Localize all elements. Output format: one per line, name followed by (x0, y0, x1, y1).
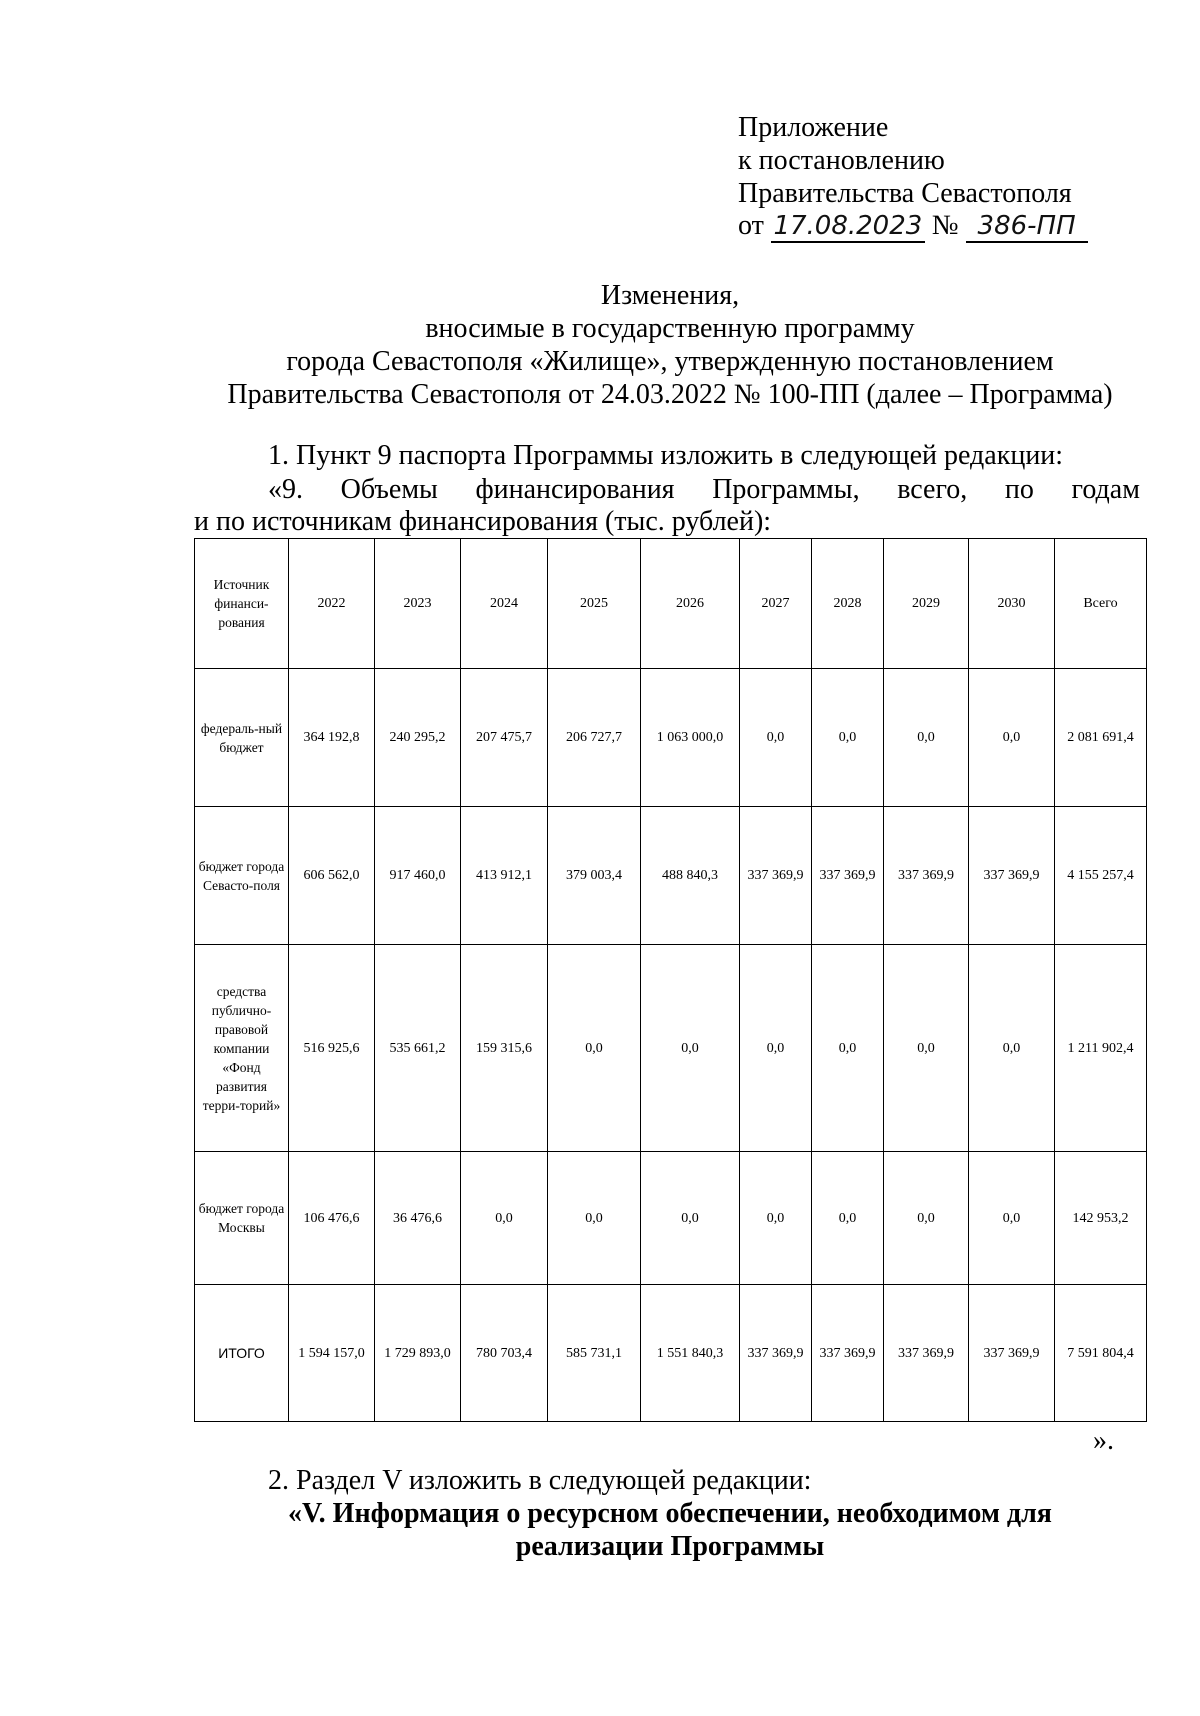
source-cell: федераль-ный бюджет (195, 669, 289, 807)
table-row (195, 1152, 1147, 1285)
table-row (195, 1285, 1147, 1422)
appendix-date-number (738, 210, 1088, 243)
total-cell: 2 081 691,4 (1055, 669, 1147, 807)
value-cell: 240 295,2 (375, 669, 461, 807)
table-row (195, 669, 1147, 807)
item1-quote-line (268, 474, 1140, 506)
appendix-ref: к постановлению (738, 145, 945, 176)
value-cell: 0,0 (969, 669, 1055, 807)
source-cell: бюджет города Севасто-поля (195, 807, 289, 945)
doc-title: Изменения, (600, 280, 740, 311)
total-cell: 7 591 804,4 (1055, 1285, 1147, 1422)
quote-word: финансирования (475, 474, 675, 505)
quote-word: Объемы (340, 474, 438, 505)
value-cell: 0,0 (641, 945, 740, 1152)
value-cell: 413 912,1 (461, 807, 548, 945)
quote-word: «9. (268, 474, 303, 505)
header-cell-total: Всего (1055, 539, 1147, 669)
value-cell: 337 369,9 (969, 807, 1055, 945)
value-cell: 337 369,9 (884, 1285, 969, 1422)
from-label: от (738, 210, 764, 241)
value-cell: 0,0 (812, 669, 884, 807)
item2-text: 2. Раздел V изложить в следующей редакции: (268, 1465, 812, 1496)
appendix-title: Приложение (738, 112, 889, 143)
quote-word: Программы, (712, 474, 860, 505)
source-cell: ИТОГО (195, 1285, 289, 1422)
value-cell: 106 476,6 (289, 1152, 375, 1285)
header-cell-year: 2026 (641, 539, 740, 669)
table-row (195, 807, 1147, 945)
value-cell: 0,0 (548, 945, 641, 1152)
value-cell: 780 703,4 (461, 1285, 548, 1422)
item1-quote-continuation: и по источникам финансирования (тыс. рублей): (194, 506, 772, 537)
value-cell: 0,0 (884, 669, 969, 807)
value-cell: 0,0 (740, 669, 812, 807)
value-cell: 0,0 (812, 1152, 884, 1285)
value-cell: 1 594 157,0 (289, 1285, 375, 1422)
number-sign: № (931, 210, 959, 241)
source-cell: средства публично-правовой компании «Фонд развития терри-торий» (195, 945, 289, 1152)
quote-word: годам (1071, 474, 1140, 505)
quote-word: всего, (897, 474, 968, 505)
doc-subtitle-3: Правительства Севастополя от 24.03.2022 № 100-ПП (далее – Программа) (227, 379, 1113, 410)
doc-subtitle-2: города Севастополя «Жилище», утвержденную постановлением (286, 346, 1054, 377)
value-cell: 159 315,6 (461, 945, 548, 1152)
handwritten-number: 386-ПП (966, 211, 1088, 243)
value-cell: 207 475,7 (461, 669, 548, 807)
header-cell-year: 2024 (461, 539, 548, 669)
table-row (195, 945, 1147, 1152)
value-cell: 535 661,2 (375, 945, 461, 1152)
value-cell: 0,0 (461, 1152, 548, 1285)
value-cell: 337 369,9 (740, 1285, 812, 1422)
value-cell: 36 476,6 (375, 1152, 461, 1285)
value-cell: 337 369,9 (969, 1285, 1055, 1422)
header-cell-year: 2027 (740, 539, 812, 669)
value-cell: 337 369,9 (740, 807, 812, 945)
total-cell: 1 211 902,4 (1055, 945, 1147, 1152)
table-header-row (195, 539, 1147, 669)
header-cell-year: 2025 (548, 539, 641, 669)
value-cell: 0,0 (969, 945, 1055, 1152)
value-cell: 0,0 (548, 1152, 641, 1285)
total-cell: 142 953,2 (1055, 1152, 1147, 1285)
value-cell: 0,0 (969, 1152, 1055, 1285)
source-cell: бюджет города Москвы (195, 1152, 289, 1285)
total-cell: 4 155 257,4 (1055, 807, 1147, 945)
value-cell: 0,0 (884, 1152, 969, 1285)
header-cell-source: Источник финанси-рования (195, 539, 289, 669)
value-cell: 206 727,7 (548, 669, 641, 807)
appendix-authority: Правительства Севастополя (738, 178, 1072, 209)
value-cell: 585 731,1 (548, 1285, 641, 1422)
funding-table (194, 538, 1147, 1422)
header-cell-year: 2030 (969, 539, 1055, 669)
value-cell: 1 063 000,0 (641, 669, 740, 807)
value-cell: 917 460,0 (375, 807, 461, 945)
header-cell-year: 2028 (812, 539, 884, 669)
value-cell: 0,0 (740, 945, 812, 1152)
value-cell: 337 369,9 (812, 807, 884, 945)
section-heading-line1: «V. Информация о ресурсном обеспечении, необходимом для (288, 1498, 1052, 1529)
quote-close: ». (1093, 1425, 1114, 1456)
value-cell: 0,0 (641, 1152, 740, 1285)
handwritten-date: 17.08.2023 (771, 211, 925, 243)
value-cell: 364 192,8 (289, 669, 375, 807)
section-heading-line2: реализации Программы (515, 1531, 825, 1562)
item1-text: 1. Пункт 9 паспорта Программы изложить в следующей редакции: (268, 440, 1064, 471)
value-cell: 0,0 (812, 945, 884, 1152)
value-cell: 0,0 (884, 945, 969, 1152)
value-cell: 1 729 893,0 (375, 1285, 461, 1422)
value-cell: 0,0 (740, 1152, 812, 1285)
header-cell-year: 2029 (884, 539, 969, 669)
header-cell-year: 2023 (375, 539, 461, 669)
value-cell: 337 369,9 (812, 1285, 884, 1422)
value-cell: 379 003,4 (548, 807, 641, 945)
header-cell-year: 2022 (289, 539, 375, 669)
quote-word: по (1004, 474, 1034, 505)
value-cell: 516 925,6 (289, 945, 375, 1152)
value-cell: 1 551 840,3 (641, 1285, 740, 1422)
value-cell: 606 562,0 (289, 807, 375, 945)
doc-subtitle-1: вносимые в государственную программу (425, 313, 915, 344)
value-cell: 337 369,9 (884, 807, 969, 945)
value-cell: 488 840,3 (641, 807, 740, 945)
